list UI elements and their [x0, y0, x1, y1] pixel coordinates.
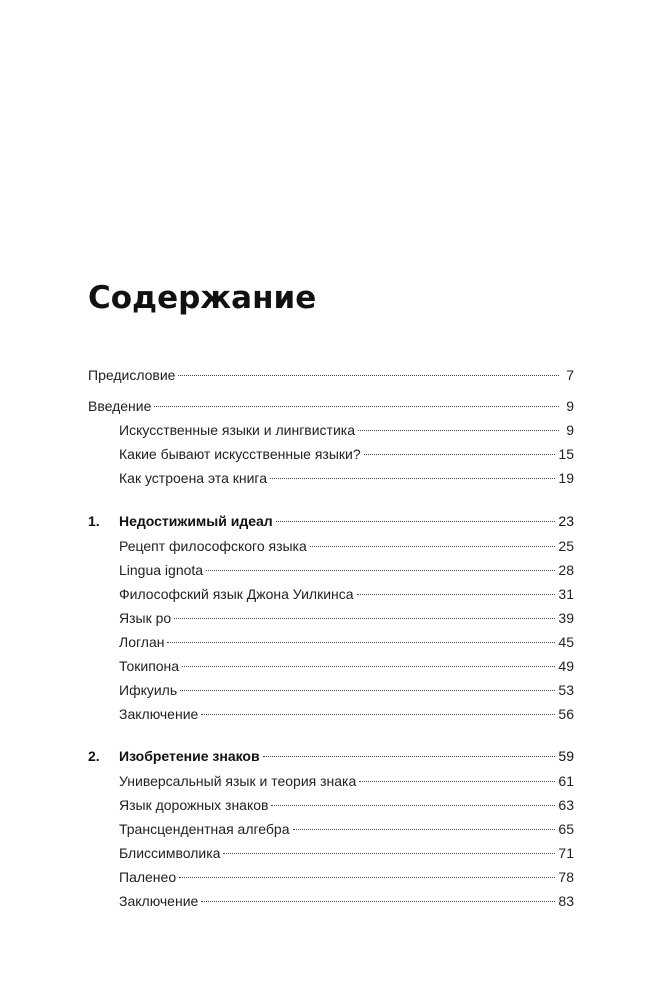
dot-leader [174, 618, 555, 619]
toc-entry-page: 83 [558, 893, 574, 909]
toc-entry-label: Рецепт философского языка [119, 538, 307, 554]
dot-leader [357, 594, 556, 595]
toc-entry-label: Ифкуиль [119, 682, 178, 698]
dot-leader [182, 666, 555, 667]
dot-leader [276, 521, 556, 522]
toc-entry[interactable] [119, 867, 574, 887]
toc-entry-label: Предисловие [88, 367, 176, 383]
chapter-number: 2. [88, 748, 100, 764]
toc-entry-label: Искусственные языки и лингвистика [119, 422, 356, 438]
dot-leader [223, 853, 555, 854]
toc-entry-label: Язык дорожных знаков [119, 797, 269, 813]
dot-leader [263, 756, 556, 757]
toc-entry[interactable] [119, 680, 574, 700]
toc-entry-page: 63 [558, 797, 574, 813]
toc-entry-page: 15 [558, 446, 574, 462]
toc-entry[interactable] [119, 819, 574, 839]
toc-entry[interactable] [119, 584, 574, 604]
dot-leader [154, 406, 559, 407]
dot-leader [359, 781, 555, 782]
toc-entry-label: Токипона [119, 658, 180, 674]
dot-leader [201, 901, 555, 902]
dot-leader [178, 375, 559, 376]
toc-entry-preface[interactable] [88, 365, 574, 385]
toc-entry[interactable] [119, 608, 574, 628]
toc-entry-page: 23 [558, 513, 574, 529]
dot-leader [206, 570, 555, 571]
toc-entry-label: Логлан [119, 634, 165, 650]
toc-entry[interactable] [119, 795, 574, 815]
toc-entry[interactable] [119, 771, 574, 791]
chapter-title: Недостижимый идеал [119, 513, 273, 529]
page-title: Содержание [88, 280, 317, 316]
toc-entry-label: Заключение [119, 706, 199, 722]
toc-entry-page: 28 [558, 562, 574, 578]
toc-entry[interactable] [119, 632, 574, 652]
toc-entry-page: 31 [558, 586, 574, 602]
chapter-number: 1. [88, 513, 100, 529]
toc-entry-page: 9 [566, 422, 574, 438]
toc-chapter-1[interactable] [88, 511, 574, 531]
dot-leader [180, 690, 555, 691]
toc-entry-page: 39 [558, 610, 574, 626]
toc-entry-label: Язык ро [119, 610, 172, 626]
toc-entry[interactable] [119, 891, 574, 911]
toc-entry-page: 53 [558, 682, 574, 698]
toc-entry-page: 7 [566, 367, 574, 383]
toc-entry-label: Универсальный язык и теория знака [119, 773, 357, 789]
toc-entry-label: Заключение [119, 893, 199, 909]
dot-leader [358, 430, 559, 431]
toc-entry-page: 71 [558, 845, 574, 861]
toc-entry-label: Трансцендентная алгебра [119, 821, 290, 837]
dot-leader [293, 829, 556, 830]
dot-leader [271, 805, 555, 806]
dot-leader [270, 478, 555, 479]
toc-entry-label: Lingua ignota [119, 562, 204, 578]
dot-leader [310, 546, 556, 547]
toc-entry[interactable] [119, 420, 574, 440]
toc-entry[interactable] [119, 656, 574, 676]
dot-leader [201, 714, 555, 715]
toc-entry[interactable] [119, 536, 574, 556]
toc-entry[interactable] [119, 444, 574, 464]
chapter-title: Изобретение знаков [119, 748, 260, 764]
toc-entry-label: Какие бывают искусственные языки? [119, 446, 361, 462]
toc-entry[interactable] [119, 843, 574, 863]
toc-entry-label: Как устроена эта книга [119, 470, 268, 486]
toc-entry-page: 78 [558, 869, 574, 885]
toc-chapter-2[interactable] [88, 746, 574, 766]
toc-entry-page: 56 [558, 706, 574, 722]
toc-entry-label: Философский язык Джона Уилкинса [119, 586, 354, 602]
toc-entry-introduction[interactable] [88, 396, 574, 416]
toc-entry[interactable] [119, 560, 574, 580]
toc-entry-page: 65 [558, 821, 574, 837]
dot-leader [167, 642, 555, 643]
toc-entry-label: Паленео [119, 869, 177, 885]
toc-entry-page: 9 [566, 398, 574, 414]
toc-entry[interactable] [119, 468, 574, 488]
toc-entry-label: Введение [88, 398, 152, 414]
toc-entry-page: 49 [558, 658, 574, 674]
toc-entry[interactable] [119, 704, 574, 724]
dot-leader [179, 877, 555, 878]
dot-leader [364, 454, 556, 455]
toc-entry-page: 61 [558, 773, 574, 789]
toc-entry-page: 59 [558, 748, 574, 764]
toc-entry-page: 25 [558, 538, 574, 554]
toc-entry-label: Блиссимволика [119, 845, 221, 861]
toc-entry-page: 45 [558, 634, 574, 650]
toc-entry-page: 19 [558, 470, 574, 486]
